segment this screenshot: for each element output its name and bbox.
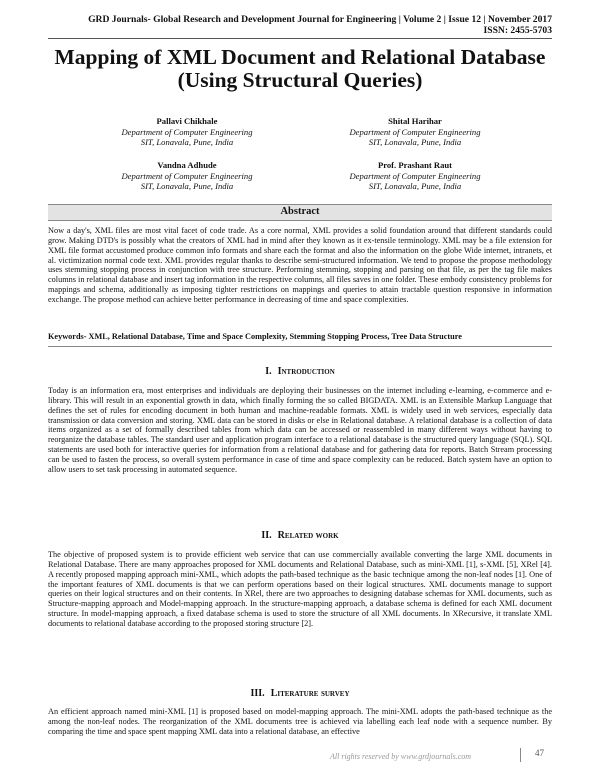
section-body: Today is an information era, most enterprises and individuals are deploying their businesses on the internet including e-learning, e-commerce and e-library. This will result in an exponential growth in data, which finally forming the so called BIGDATA. XML is an Extensible Markup Language that defines the set of rules for encoding document in both human and machine-readable formats. XML is widely used in web services, especially data transmission or data conversion and storing. XML data can be stored in disks or else in Relational database. A relational database is a collection of data items organized as a set of formally described tables from which data can be accessed or reassembled in many different ways without having to reorganize the database tables. The standard user and application program interface to a relational database is the structured query language (SQL). SQL statements are used both for interactive queries for information from a relational database and for gathering data for reports. Batch Stream processing can be used to fasten the process, so overall system performance in case of time and space complexity can be reduced. Batch system have an option to allow users to set task processing in automated sequence. — [48, 386, 552, 474]
section-number: II. — [261, 530, 272, 541]
header-divider — [48, 38, 552, 39]
section-number: I. — [265, 366, 272, 377]
author-dept: Department of Computer Engineering — [121, 126, 253, 137]
section-body: The objective of proposed system is to provide efficient web service that can use commercially available converting the large XML documents in Relational Database. There are many approaches proposed for XML documents and Relational Database, such as mini-XML [1], s-XML [5], XRel [4]. A recently proposed mapping approach mini-XML, which adopts the path-based technique as the basic technique among the non-leaf nodes [1]. One of the important features of XML documents is that we can perform operations based on their logical structures. XML documents manage to support queries on their logical structures and on their contents. In XRel, there are two approaches to designing database schemas for XML documents, such as Structure-mapping approach and Model-mapping approach. In the structure-mapping approach, a database schema is defined for each XML document structure. In model-mapping approach, a fixed database schema is used to store the structure of all XML documents. In XRecursive, it translate XML documents to relational database according to the proposed storing structure [2]. — [48, 550, 552, 628]
section-heading — [48, 688, 552, 699]
author-block — [72, 116, 302, 148]
keywords: Keywords- XML, Relational Database, Time and Space Complexity, Stemming Stopping Process, Tree Data Structure — [48, 332, 462, 341]
journal-info: GRD Journals- Global Research and Development Journal for Engineering | Volume 2 | Issue 12 | November 2017 — [88, 14, 552, 25]
author-affil: SIT, Lonavala, Pune, India — [368, 181, 462, 191]
author-name: Pallavi Chikhale — [156, 116, 218, 126]
author-dept: Department of Computer Engineering — [349, 126, 481, 137]
author-block — [72, 160, 302, 192]
author-name: Vandna Adhude — [157, 160, 217, 170]
abstract-heading: Abstract — [280, 206, 320, 217]
section-number: III. — [250, 688, 265, 699]
page-number: 47 — [535, 748, 544, 758]
abstract-text: Now a day's, XML files are most vital facet of code trade. As a core normal, XML provides a solid foundation around that different standards could grow. Making DTD's is possibly what the creators of XML had in mind after they known as it ex-tensile terminology. XML may be a file extension for XML file format accustomed produce common info formats and share each the format and also the information on the globe Wide internet, intranets, et al. victimization normal code text. XML provides regular thanks to describe semi-structured information. We tend to propose the propose methodology uses stemming stopping process in conjunction with tree structure. Performing stemming, stopping and parsing on that file, as per the tag file makes columns in relational database and insert tag information in the respective columns, all files saves in one folder. These embody consistency problems for mappings and schema, additionally as imposing tighter restrictions on mappings and queries to attain tractable question responsive in information exchange. The propose method can achieve better performance in decreasing of time and space complexities. — [48, 226, 552, 304]
author-dept: Department of Computer Engineering — [121, 170, 253, 181]
author-block — [300, 116, 530, 148]
author-affil: SIT, Lonavala, Pune, India — [140, 137, 234, 147]
author-name: Prof. Prashant Raut — [377, 160, 453, 170]
footer-divider — [520, 748, 522, 762]
abstract-divider — [48, 346, 552, 347]
section-title: Literature survey — [270, 688, 350, 699]
paper-title: Mapping of XML Document and Relational Database (Using Structural Queries) — [54, 45, 546, 92]
section-heading — [48, 530, 552, 541]
author-affil: SIT, Lonavala, Pune, India — [368, 137, 462, 147]
section-title: Related work — [277, 530, 339, 541]
section-heading — [48, 366, 552, 377]
author-dept: Department of Computer Engineering — [349, 170, 481, 181]
author-name: Shital Harihar — [388, 116, 442, 126]
section-body: An efficient approach named mini-XML [1] is proposed based on model-mapping approach. The mini-XML adopts the path-based technique as the among the non-leaf nodes. The reorganization of the XML documents tree is achieved via labelling each leaf node with a sequence number. By comparing the time and space spent mapping XML data into a relational database, an effective — [48, 707, 552, 736]
journal-header — [32, 14, 552, 36]
footer-rights: All rights reserved by www.grdjournals.com — [330, 752, 472, 761]
author-affil: SIT, Lonavala, Pune, India — [140, 181, 234, 191]
section-title: Introduction — [277, 366, 335, 377]
author-block — [300, 160, 530, 192]
issn: ISSN: 2455-5703 — [483, 25, 552, 36]
